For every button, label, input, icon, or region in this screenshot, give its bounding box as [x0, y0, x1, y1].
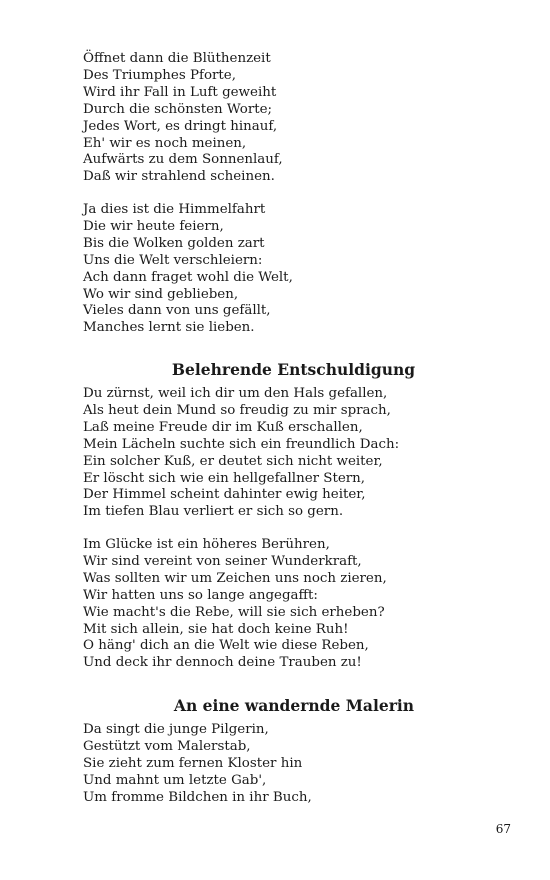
poem-line: Gestützt vom Malerstab,	[83, 738, 251, 754]
poem-line: Und mahnt um letzte Gab',	[83, 772, 267, 788]
poem-line: O häng' dich an die Welt wie diese Reben,	[83, 638, 369, 654]
poem-line: Eh' wir es noch meinen,	[83, 135, 247, 151]
poem-line: Wie macht's die Rebe, will sie sich erheben?	[83, 604, 385, 620]
poem-line: Im Glücke ist ein höheres Berühren,	[83, 537, 330, 552]
poem-line: Um fromme Bildchen in ihr Buch,	[83, 789, 312, 805]
poem-line: Als heut dein Mund so freudig zu mir sprach,	[83, 402, 391, 418]
poem-line: Ja dies ist die Himmelfahrt	[83, 202, 266, 217]
poem-line: Und deck ihr dennoch deine Trauben zu!	[83, 655, 362, 671]
poem-line: Der Himmel scheint dahinter ewig heiter,	[83, 487, 366, 503]
stanza-1-2	[83, 202, 293, 337]
poem-line: Uns die Welt verschleiern:	[83, 252, 263, 268]
poem-line: Aufwärts zu dem Sonnenlauf,	[83, 152, 283, 168]
poem-line: Manches lernt sie lieben.	[83, 320, 255, 336]
poem-line: Daß wir strahlend scheinen.	[83, 169, 275, 185]
poem-line: Mein Lächeln suchte sich ein freundlich Dach:	[83, 436, 400, 452]
poem-line: Durch die schönsten Worte;	[83, 101, 273, 117]
poem-line: Wo wir sind geblieben,	[83, 286, 239, 302]
poem-title: An eine wandernde Malerin	[173, 696, 415, 715]
poem-line: Laß meine Freude dir im Kuß erschallen,	[83, 419, 363, 435]
poem-title: Belehrende Entschuldigung	[171, 360, 416, 379]
poem-line: Im tiefen Blau verliert er sich so gern.	[83, 504, 344, 520]
poem-line: Vieles dann von uns gefällt,	[83, 303, 271, 319]
poem-line: Ein solcher Kuß, er deutet sich nicht weiter,	[83, 453, 383, 469]
poem-line: Des Triumphes Pforte,	[83, 67, 236, 83]
poem-line: Öffnet dann die Blüthenzeit	[83, 51, 271, 66]
poem-line: Mit sich allein, sie hat doch keine Ruh!	[83, 621, 349, 637]
poem-line: Du zürnst, weil ich dir um den Hals gefallen,	[83, 386, 388, 401]
page-number: 67	[495, 822, 511, 836]
poem-line: Wird ihr Fall in Luft geweiht	[83, 84, 277, 100]
poem-line: Bis die Wolken golden zart	[83, 235, 265, 251]
poem-line: Wir hatten uns so lange angegafft:	[83, 587, 318, 603]
poem-line: Sie zieht zum fernen Kloster hin	[83, 755, 303, 771]
poem-line: Da singt die junge Pilgerin,	[83, 722, 269, 737]
poem-line: Ach dann fraget wohl die Welt,	[83, 269, 293, 285]
poem-line: Was sollten wir um Zeichen uns noch zieren,	[83, 570, 387, 586]
poem-line: Wir sind vereint von seiner Wunderkraft,	[83, 553, 362, 569]
stanza-2-1	[83, 386, 399, 521]
poem-line: Die wir heute feiern,	[83, 218, 224, 234]
poem-line: Er löscht sich wie ein hellgefallner Stern,	[83, 470, 366, 486]
poem-line: Jedes Wort, es dringt hinauf,	[83, 118, 278, 134]
stanza-2-2	[83, 537, 387, 672]
stanza-1-1	[83, 51, 283, 186]
stanza-3-1	[83, 722, 312, 807]
